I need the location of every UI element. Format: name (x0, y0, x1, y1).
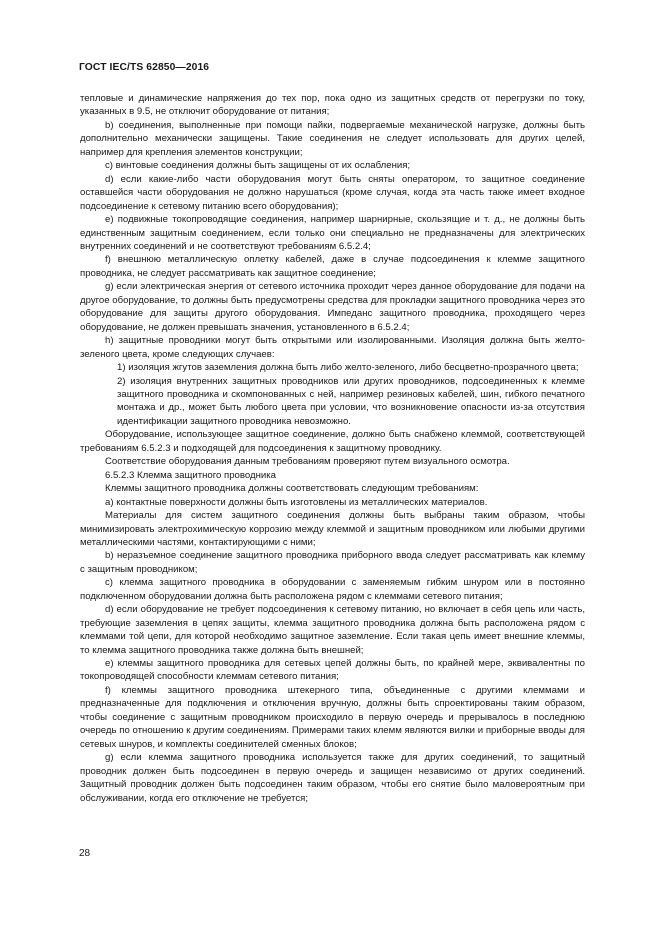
paragraph-req-f: f) клеммы защитного проводника штекерного типа, объединенные с другими клеммами и предназначенные для подключения и отключения вручную, должны быть спроектированы таким образом, чтобы соединение с защитным проводником происходило в первую очередь и прерывалось в последнюю очередь по отношению к другим соединениям. Примерами таких клемм являются вилки и приборные вводы для сетевых шнуров, и комплекты соединителей сменных блоков; (80, 684, 585, 750)
paragraph-continuation: тепловые и динамические напряжения до тех пор, пока одно из защитных средств от перегрузки по току, указанных в 9.5, не отключит оборудование от питания; (80, 93, 585, 118)
paragraph-req-a: a) контактные поверхности должны быть изготовлены из металлических материалов. (105, 496, 488, 508)
page-number: 28 (79, 848, 91, 859)
paragraph-req-g: g) если клемма защитного проводника используется также для других соединений, то защитный проводник должен быть подсоединен в первую очередь и защищен независимо от других соединений. Защитный проводник должен быть подсоединен таким образом, чтобы его снятие было маловероятным при обслуживании, когда его отключение не требуется; (80, 752, 585, 804)
subitem-2: 2) изоляция внутренних защитных проводников или других проводников, подсоединенных к клемме защитного проводника и скомпонованных с ней, например резиновых кабелей, шин, гибкого печатного монтажа и др., может быть любого цвета при условии, что возникновение опасности из-за отсутствия идентификации защитного проводника невозможно. (117, 375, 585, 427)
paragraph-req-d: d) если оборудование не требует подсоединения к сетевому питанию, но включает в себя цепь или часть, требующие заземления в цепях защиты, клемма защитного проводника должна быть расположена рядом с клеммами той цепи, для которой необходимо защитное заземление. Если такая цепь имеет внешние клеммы, то клемма защитного проводника также должна быть внешней; (80, 604, 585, 656)
paragraph-item-b: b) соединения, выполненные при помощи пайки, подвергаемые механической нагрузке, должны быть дополнительно механически защищены. Такие соединения не следует использовать для других целей, например для крепления элементов конструкции; (80, 119, 585, 158)
paragraph-req-c: c) клемма защитного проводника в оборудовании с заменяемым гибким шнуром или в постоянно подключенном оборудовании должна быть расположена рядом с клеммами сетевого питания; (80, 577, 585, 602)
document-body (80, 92, 585, 805)
section-heading-6-5-2-3: 6.5.2.3 Клемма защитного проводника (105, 469, 277, 481)
document-header: ГОСТ IEC/TS 62850—2016 (79, 62, 210, 73)
paragraph-item-f: f) внешнюю металлическую оплетку кабелей, даже в случае подсоединения к клемме защитного проводника, не следует рассматривать как защитное соединение; (80, 254, 585, 279)
paragraph-req-e: e) клеммы защитного проводника для сетевых цепей должны быть, по крайней мере, эквивалентны по токопроводящей способности клеммам сетевого питания; (80, 658, 585, 683)
paragraph-requirements-intro: Клеммы защитного проводника должны соответствовать следующим требованиям: (105, 483, 479, 495)
paragraph-req-b: b) неразъемное соединение защитного проводника приборного ввода следует рассматривать как клемму с защитным проводником; (80, 550, 585, 575)
paragraph-item-g: g) если электрическая энергия от сетевого источника проходит через данное оборудование для подачи на другое оборудование, то должны быть предусмотрены средства для прокладки защитного проводника через это оборудование для защиты другого оборудования. Импеданс защитного проводника, проходящего через оборудование, не должен превышать значения, установленного в 6.5.2.4; (80, 281, 585, 333)
paragraph-compliance: Соответствие оборудования данным требованиям проверяют путем визуального осмотра. (105, 456, 510, 468)
paragraph-item-d: d) если какие-либо части оборудования могут быть сняты оператором, то защитное соединение оставшейся части оборудования не должно нарушаться (кроме случая, когда эта часть также имеет входное подсоединение к сетевому питанию всего оборудования); (80, 173, 585, 212)
paragraph-materials: Материалы для систем защитного соединения должны быть выбраны таким образом, чтобы минимизировать электрохимическую коррозию между клеммой и защитным проводником или любыми другими металлическими частями, контактирующими с ними; (80, 510, 585, 548)
paragraph-equipment-terminal: Оборудование, использующее защитное соединение, должно быть снабжено клеммой, соответствующей требованиям 6.5.2.3 и подходящей для подсоединения к защитному проводнику. (80, 429, 585, 454)
paragraph-item-e: e) подвижные токопроводящие соединения, например шарнирные, скользящие и т. д., не должны быть единственным защитным соединением, если только они специально не предназначены для электрических внутренних соединений и не соответствуют требованиям 6.5.2.4; (80, 214, 585, 252)
paragraph-item-c: c) винтовые соединения должны быть защищены от их ослабления; (105, 160, 411, 172)
paragraph-item-h: h) защитные проводники могут быть открытыми или изолированными. Изоляция должна быть желто-зеленого цвета, кроме следующих случаев: (80, 335, 585, 360)
subitem-1: 1) изоляция жгутов заземления должна быть либо желто-зеленого, либо бесцветно-прозрачного цвета; (117, 362, 579, 374)
